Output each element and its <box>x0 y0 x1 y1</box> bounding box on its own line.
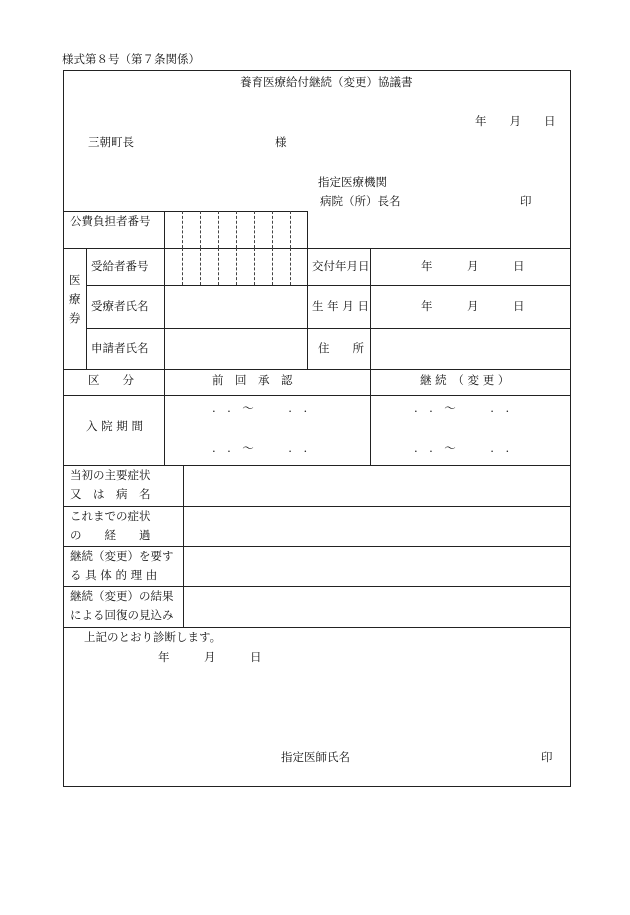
digit-divider <box>218 211 219 248</box>
digit-divider <box>254 211 255 248</box>
previous-period-2[interactable]: . . 〜 . . <box>212 441 308 455</box>
form-number-label: 様式第８号（第７条関係） <box>62 52 200 66</box>
birth-date-label: 生 年 月 日 <box>312 299 369 313</box>
ticket-group-label-3: 券 <box>69 311 81 325</box>
digit-divider <box>272 211 273 248</box>
rule <box>307 211 308 248</box>
initial-symptoms-label-1: 当初の主要症状 <box>70 468 151 482</box>
reason-label-2: る 具 体 的 理 由 <box>70 568 158 582</box>
rule <box>63 248 571 249</box>
reason-label-1: 継続（変更）を要す <box>70 549 174 563</box>
continuation-period-1[interactable]: . . 〜 . . <box>414 401 510 415</box>
hospital-director-label: 病院（所）長名 <box>320 194 401 208</box>
rule <box>63 627 571 628</box>
rule <box>63 465 571 466</box>
digit-divider <box>290 211 291 248</box>
digit-divider <box>218 248 219 285</box>
director-seal: 印 <box>520 194 532 208</box>
division-label: 区 分 <box>88 373 134 387</box>
admission-period-label: 入 院 期 間 <box>86 419 143 433</box>
digit-divider <box>236 248 237 285</box>
rule <box>63 395 571 396</box>
rule <box>63 546 571 547</box>
symptom-progress-label-2: の 経 過 <box>70 528 151 542</box>
digit-divider <box>200 211 201 248</box>
digit-divider <box>290 248 291 285</box>
recovery-outlook-label-2: による回復の見込み <box>70 608 174 622</box>
digit-divider <box>200 248 201 285</box>
issue-date-label: 交付年月日 <box>312 259 370 273</box>
recipient-number-label: 受給者番号 <box>91 259 149 273</box>
rule <box>370 248 371 369</box>
rule <box>86 285 571 286</box>
public-payer-number-label: 公費負担者番号 <box>70 214 151 228</box>
addressee-honorific: 様 <box>275 135 287 149</box>
digit-divider <box>182 211 183 248</box>
rule <box>63 586 571 587</box>
rule <box>164 369 165 465</box>
diagnosis-date: 年 月 日 <box>158 650 262 664</box>
rule <box>86 248 87 369</box>
rule <box>63 506 571 507</box>
address-label: 住 所 <box>318 341 364 355</box>
issue-date-field[interactable]: 年 月 日 <box>421 259 525 273</box>
digit-divider <box>182 248 183 285</box>
rule <box>183 465 184 627</box>
institution-label: 指定医療機関 <box>318 175 387 189</box>
continuation-period-2[interactable]: . . 〜 . . <box>414 441 510 455</box>
symptom-progress-label-1: これまでの症状 <box>70 509 151 523</box>
header-date: 年 月 日 <box>475 114 556 128</box>
previous-approval-label: 前 回 承 認 <box>212 373 293 387</box>
initial-symptoms-label-2: 又 は 病 名 <box>70 487 151 501</box>
doctor-seal: 印 <box>541 750 553 764</box>
rule <box>164 248 165 369</box>
digit-divider <box>236 211 237 248</box>
rule <box>370 369 371 465</box>
continuation-change-label: 継 続 （ 変 更 ） <box>420 373 510 387</box>
rule <box>307 248 308 369</box>
addressee: 三朝町長 <box>88 135 134 149</box>
ticket-group-label-1: 医 <box>69 273 81 287</box>
ticket-group-label-2: 療 <box>69 292 81 306</box>
previous-period-1[interactable]: . . 〜 . . <box>212 401 308 415</box>
patient-name-label: 受療者氏名 <box>91 299 149 313</box>
form-title: 養育医療給付継続（変更）協議書 <box>240 75 413 89</box>
birth-date-field[interactable]: 年 月 日 <box>421 299 525 313</box>
diagnosis-statement: 上記のとおり診断します。 <box>84 630 222 644</box>
doctor-name-label: 指定医師氏名 <box>281 750 350 764</box>
rule <box>164 211 165 248</box>
digit-divider <box>254 248 255 285</box>
recovery-outlook-label-1: 継続（変更）の結果 <box>70 589 174 603</box>
digit-divider <box>272 248 273 285</box>
rule <box>63 369 571 370</box>
applicant-name-label: 申請者氏名 <box>91 341 149 355</box>
rule <box>86 328 571 329</box>
